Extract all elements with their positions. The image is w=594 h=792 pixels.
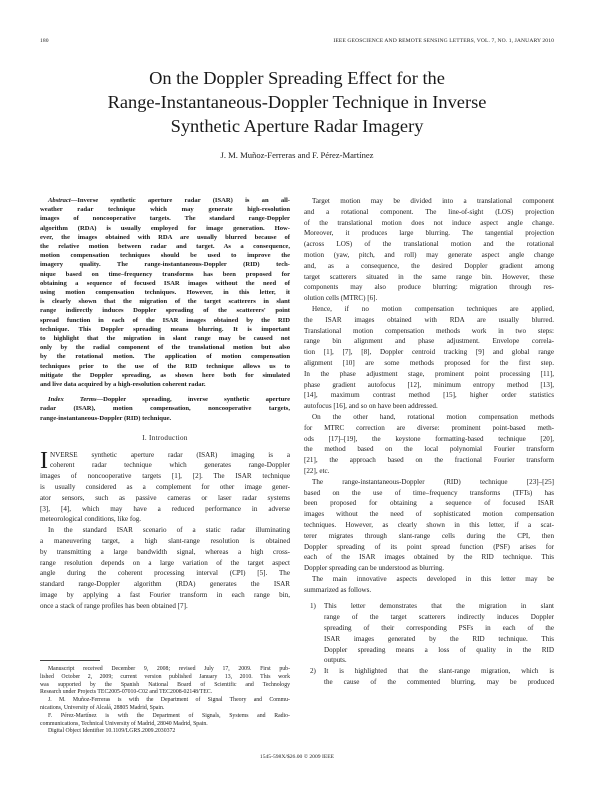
- body-line: ISAR images generated by the RID technique. This: [324, 634, 554, 643]
- list-item: [310, 601, 554, 666]
- body-line: coherent radar technique which generates range-Doppler: [50, 461, 290, 470]
- doi-line: Digital Object Identifier 10.1109/LGRS.2009.2030372: [48, 728, 176, 735]
- abstract-line: spread function in each of the ISAR images obtained by the RID: [40, 316, 290, 324]
- abstract-line: only by the radial component of the translational motion but also: [40, 344, 290, 352]
- list-number: 1): [310, 602, 316, 611]
- body-line: of the translational motion does not induce aspect angle change.: [304, 218, 554, 227]
- index-terms-label: Index Terms: [48, 396, 97, 404]
- index-terms-line: Index Terms—Doppler spreading, inverse synthetic aperture: [48, 396, 290, 404]
- body-line: the method based on the local polynomial Fourier transform: [304, 445, 554, 454]
- footnote-line: J. M. Muñoz-Ferreras is with the Department of Signal Theory and Commu-: [48, 697, 290, 704]
- abstract-line: to highlight that the migration in slant range may be caused not: [40, 335, 290, 343]
- list-number: 2): [310, 667, 316, 676]
- abstract-line: ever, the images obtained with RDA are usually blurred because of: [40, 233, 290, 241]
- right-column: [304, 196, 554, 688]
- abstract-line: obtaining a sequence of focused ISAR images without the need of: [40, 279, 290, 287]
- body-line: spreading of their corresponding PSFs in each of the: [324, 624, 554, 633]
- page-number: 180: [40, 38, 49, 44]
- body-line: summarized as follows.: [304, 585, 372, 594]
- body-line: range bin alignment and phase adjustment. Envelope correla-: [304, 337, 554, 346]
- abstract-line: motion compensation techniques should be used to improve the: [40, 252, 290, 260]
- abstract-line: techniques prior to the use of the RID technique allows us to: [40, 362, 290, 370]
- footnote-line: F. Pérez-Martínez is with the Department of Signals, Systems and Radio-: [48, 712, 290, 719]
- body-line: phase gradient autofocus [12], minimum entropy method [13],: [304, 380, 554, 389]
- body-line: range resolution depends on a large variation of the target aspect: [40, 558, 290, 567]
- body-line: [14], maximum contrast method [15], higher order statistics: [304, 391, 554, 400]
- abstract-line: technique. This Doppler spreading means blurring. It is important: [40, 325, 290, 333]
- abstract-line: algorithm (RDA) is usually employed for image generation. How-: [40, 224, 290, 232]
- authors: J. M. Muñoz-Ferreras and F. Pérez-Martínez: [220, 150, 374, 160]
- body-line: Target motion may be divided into a translational component: [312, 197, 554, 205]
- footnote-rule: [40, 660, 100, 661]
- footnote-line: Manuscript received December 9, 2008; revised July 17, 2009. First pub-: [48, 666, 290, 672]
- body-line: been proposed for obtaining a sequence of focused ISAR: [304, 499, 554, 508]
- intro-paragraph-1: [40, 447, 290, 526]
- paper-title: [40, 66, 554, 138]
- body-line: meteorological conditions, like fog.: [40, 515, 142, 524]
- body-line: [3], [4], which may have a reduced performance in adverse: [40, 504, 290, 513]
- body-line: the cause of the commented blurring, may be produced: [324, 678, 554, 687]
- body-line: Translational motion compensation methods work in two steps:: [304, 326, 554, 335]
- body-line: Doppler spreading means a loss of quality in the RID: [324, 645, 554, 654]
- body-line: alignment [10] are some methods proposed for the first step.: [304, 358, 554, 367]
- body-line: for MTRC correction are diverse: prominent point-based meth-: [304, 423, 554, 432]
- section-heading: I. Introduction: [142, 433, 188, 442]
- body-line: image by applying a fast Fourier transform in each range bin,: [40, 591, 290, 600]
- body-line: In the standard ISAR scenario of a static radar illuminating: [48, 526, 290, 535]
- body-line: Hence, if no motion compensation techniques are applied,: [312, 304, 554, 313]
- abstract-line: range indirectly induces Doppler spreading of the scatterers' point: [40, 307, 290, 315]
- footnote-line: communications, Technical University of Madrid, 28040 Madrid, Spain.: [40, 720, 208, 727]
- paragraph: [304, 196, 554, 304]
- body-line: On the other hand, rotational motion compensation methods: [312, 412, 554, 421]
- body-line: NVERSE synthetic aperture radar (ISAR) imaging is a: [50, 450, 290, 459]
- body-line: and a rotational component. The line-of-sight (LOS) projection: [304, 207, 554, 216]
- body-line: standard range-Doppler algorithm (RDA) generates the ISAR: [40, 580, 290, 589]
- body-line: Doppler spreading of its point spread function (PSF) arises for: [304, 542, 554, 551]
- abstract-line: using motion compensation techniques. However, in this letter, it: [40, 289, 290, 297]
- body-line: angle during the coherent processing interval (CPI) [5]. The: [40, 569, 290, 578]
- body-line: Moreover, it produces large blurring. The tangential projection: [304, 229, 554, 238]
- body-line: ods [17]–[19], the keystone formatting-based technique [20],: [304, 434, 554, 443]
- body-line: a maneuvering target, a high slant-range resolution is obtained: [40, 537, 290, 546]
- abstract-line: nique based on time–frequency transforms has been proposed for: [40, 270, 290, 278]
- journal-header: IEEE GEOSCIENCE AND REMOTE SENSING LETTERS, VOL. 7, NO. 1, JANUARY 2010: [333, 38, 554, 44]
- paragraph: [304, 574, 554, 596]
- list-item: [310, 666, 554, 688]
- abstract-line: and live data acquired by a high-resolution coherent radar.: [40, 381, 206, 389]
- body-line: once a stack of range profiles has been obtained [7].: [40, 601, 188, 610]
- body-line: ator sensors, such as passive cameras or laser radar systems: [40, 493, 290, 502]
- title-line: Synthetic Aperture Radar Imagery: [170, 116, 424, 136]
- body-line: olution cells (MTRC) [6].: [304, 294, 378, 303]
- abstract-line: mitigate the Doppler spreading, as shown here both for simulated: [40, 371, 290, 379]
- intro-paragraph-2: [40, 525, 290, 611]
- abstract-line: Abstract—Inverse synthetic aperture radar (ISAR) is an all-: [48, 197, 290, 204]
- left-column: [40, 196, 290, 612]
- copyright-footer: 1545-598X/$26.00 © 2009 IEEE: [259, 754, 335, 760]
- footnotes: [40, 666, 290, 736]
- body-line: (across LOS) of the translational motion and the rotational: [304, 240, 554, 249]
- footnote-line: was supported by the Spanish National Board of Scientific and Technology: [40, 681, 290, 688]
- abstract-line: the relative motion between radar and target. As a consequence,: [40, 243, 290, 251]
- body-line: autofocus [16], and so on have been addressed.: [304, 402, 438, 411]
- footnote-line: lished October 2, 2009; current version published January 13, 2010. This work: [40, 673, 290, 680]
- footnote-line: nications, University of Alcalá, 28805 Madrid, Spain.: [40, 704, 165, 711]
- body-line: the ISAR images obtained with RDA are usually blurred.: [304, 315, 554, 324]
- body-line: motion (yaw, pitch, and roll) may generate aspect angle change: [304, 250, 554, 259]
- abstract: [40, 196, 290, 423]
- body-line: based on the use of time–frequency transforms (TFTs) has: [304, 488, 554, 497]
- body-line: [22], etc.: [304, 466, 330, 475]
- body-line: In the phase adjustment stage, prominent point processing [11],: [304, 369, 554, 378]
- abstract-line: imagery quality. The range-instantaneous-Doppler (RID) tech-: [40, 261, 290, 269]
- abstract-line: images of noncooperative targets. The standard range-Doppler: [40, 215, 290, 223]
- dropcap: I: [40, 447, 48, 474]
- body-line: The main innovative aspects developed in this letter may be: [312, 574, 554, 583]
- body-line: images of noncooperative targets [1], [2]. The ISAR technique: [40, 472, 290, 481]
- body-line: images without the need of sophisticated motion compensation: [304, 510, 554, 519]
- body-line: outputs.: [324, 656, 347, 665]
- body-line: tion [1], [7], [8], Doppler centroid tracking [9] and global range: [304, 348, 554, 357]
- abstract-line: weather radar technique which may generate high-resolution: [40, 206, 290, 214]
- abstract-line: is clearly shown that the migration of the target scatterers in slant: [40, 298, 290, 306]
- body-line: This letter demonstrates that the migration in slant: [324, 602, 554, 611]
- index-terms-line: radar (ISAR), motion compensation, noncooperative targets,: [40, 405, 290, 413]
- body-line: and, as a consequence, the desired Doppler gradient among: [304, 261, 554, 270]
- abstract-line: by the rotational motion. The application of motion compensation: [40, 353, 290, 361]
- body-line: is usually considered as a complement for other image gener-: [40, 483, 290, 492]
- footnote-line: Research under Projects TEC2005-07010-C02 and TEC2008-02148/TEC.: [40, 689, 213, 696]
- body-line: terer migrates through slant-range cells during the CPI, then: [304, 531, 554, 540]
- body-line: by transmitting a large bandwidth signal, whereas a high cross-: [40, 547, 290, 556]
- paragraph: [304, 304, 554, 412]
- paragraph: [304, 412, 554, 477]
- body-line: components may also produce blurring: migration through res-: [304, 283, 554, 292]
- body-line: range of the target scatterers indirectly induces Doppler: [324, 613, 554, 622]
- paragraph: [304, 477, 554, 574]
- title-line: On the Doppler Spreading Effect for the: [149, 68, 445, 88]
- body-line: Doppler spreading can be understood as blurring.: [304, 564, 445, 573]
- body-line: [21], the approach based on the fractional Fourier transform: [304, 456, 554, 465]
- title-line: Range-Instantaneous-Doppler Technique in Inverse: [107, 92, 487, 112]
- abstract-label: Abstract: [48, 197, 71, 204]
- index-terms-line: range-instantaneous-Doppler (RID) technique.: [40, 414, 172, 422]
- body-line: It is highlighted that the slant-range migration, which is: [324, 667, 554, 676]
- body-line: techniques. However, as clearly shown in this letter, if a scat-: [304, 520, 554, 529]
- body-line: target scatterers situated in the same range bin. However, these: [304, 272, 554, 281]
- body-line: The range-instantaneous-Doppler (RID) technique [23]–[25]: [312, 477, 554, 486]
- body-line: each of the ISAR images obtained by the RID technique. This: [304, 553, 554, 562]
